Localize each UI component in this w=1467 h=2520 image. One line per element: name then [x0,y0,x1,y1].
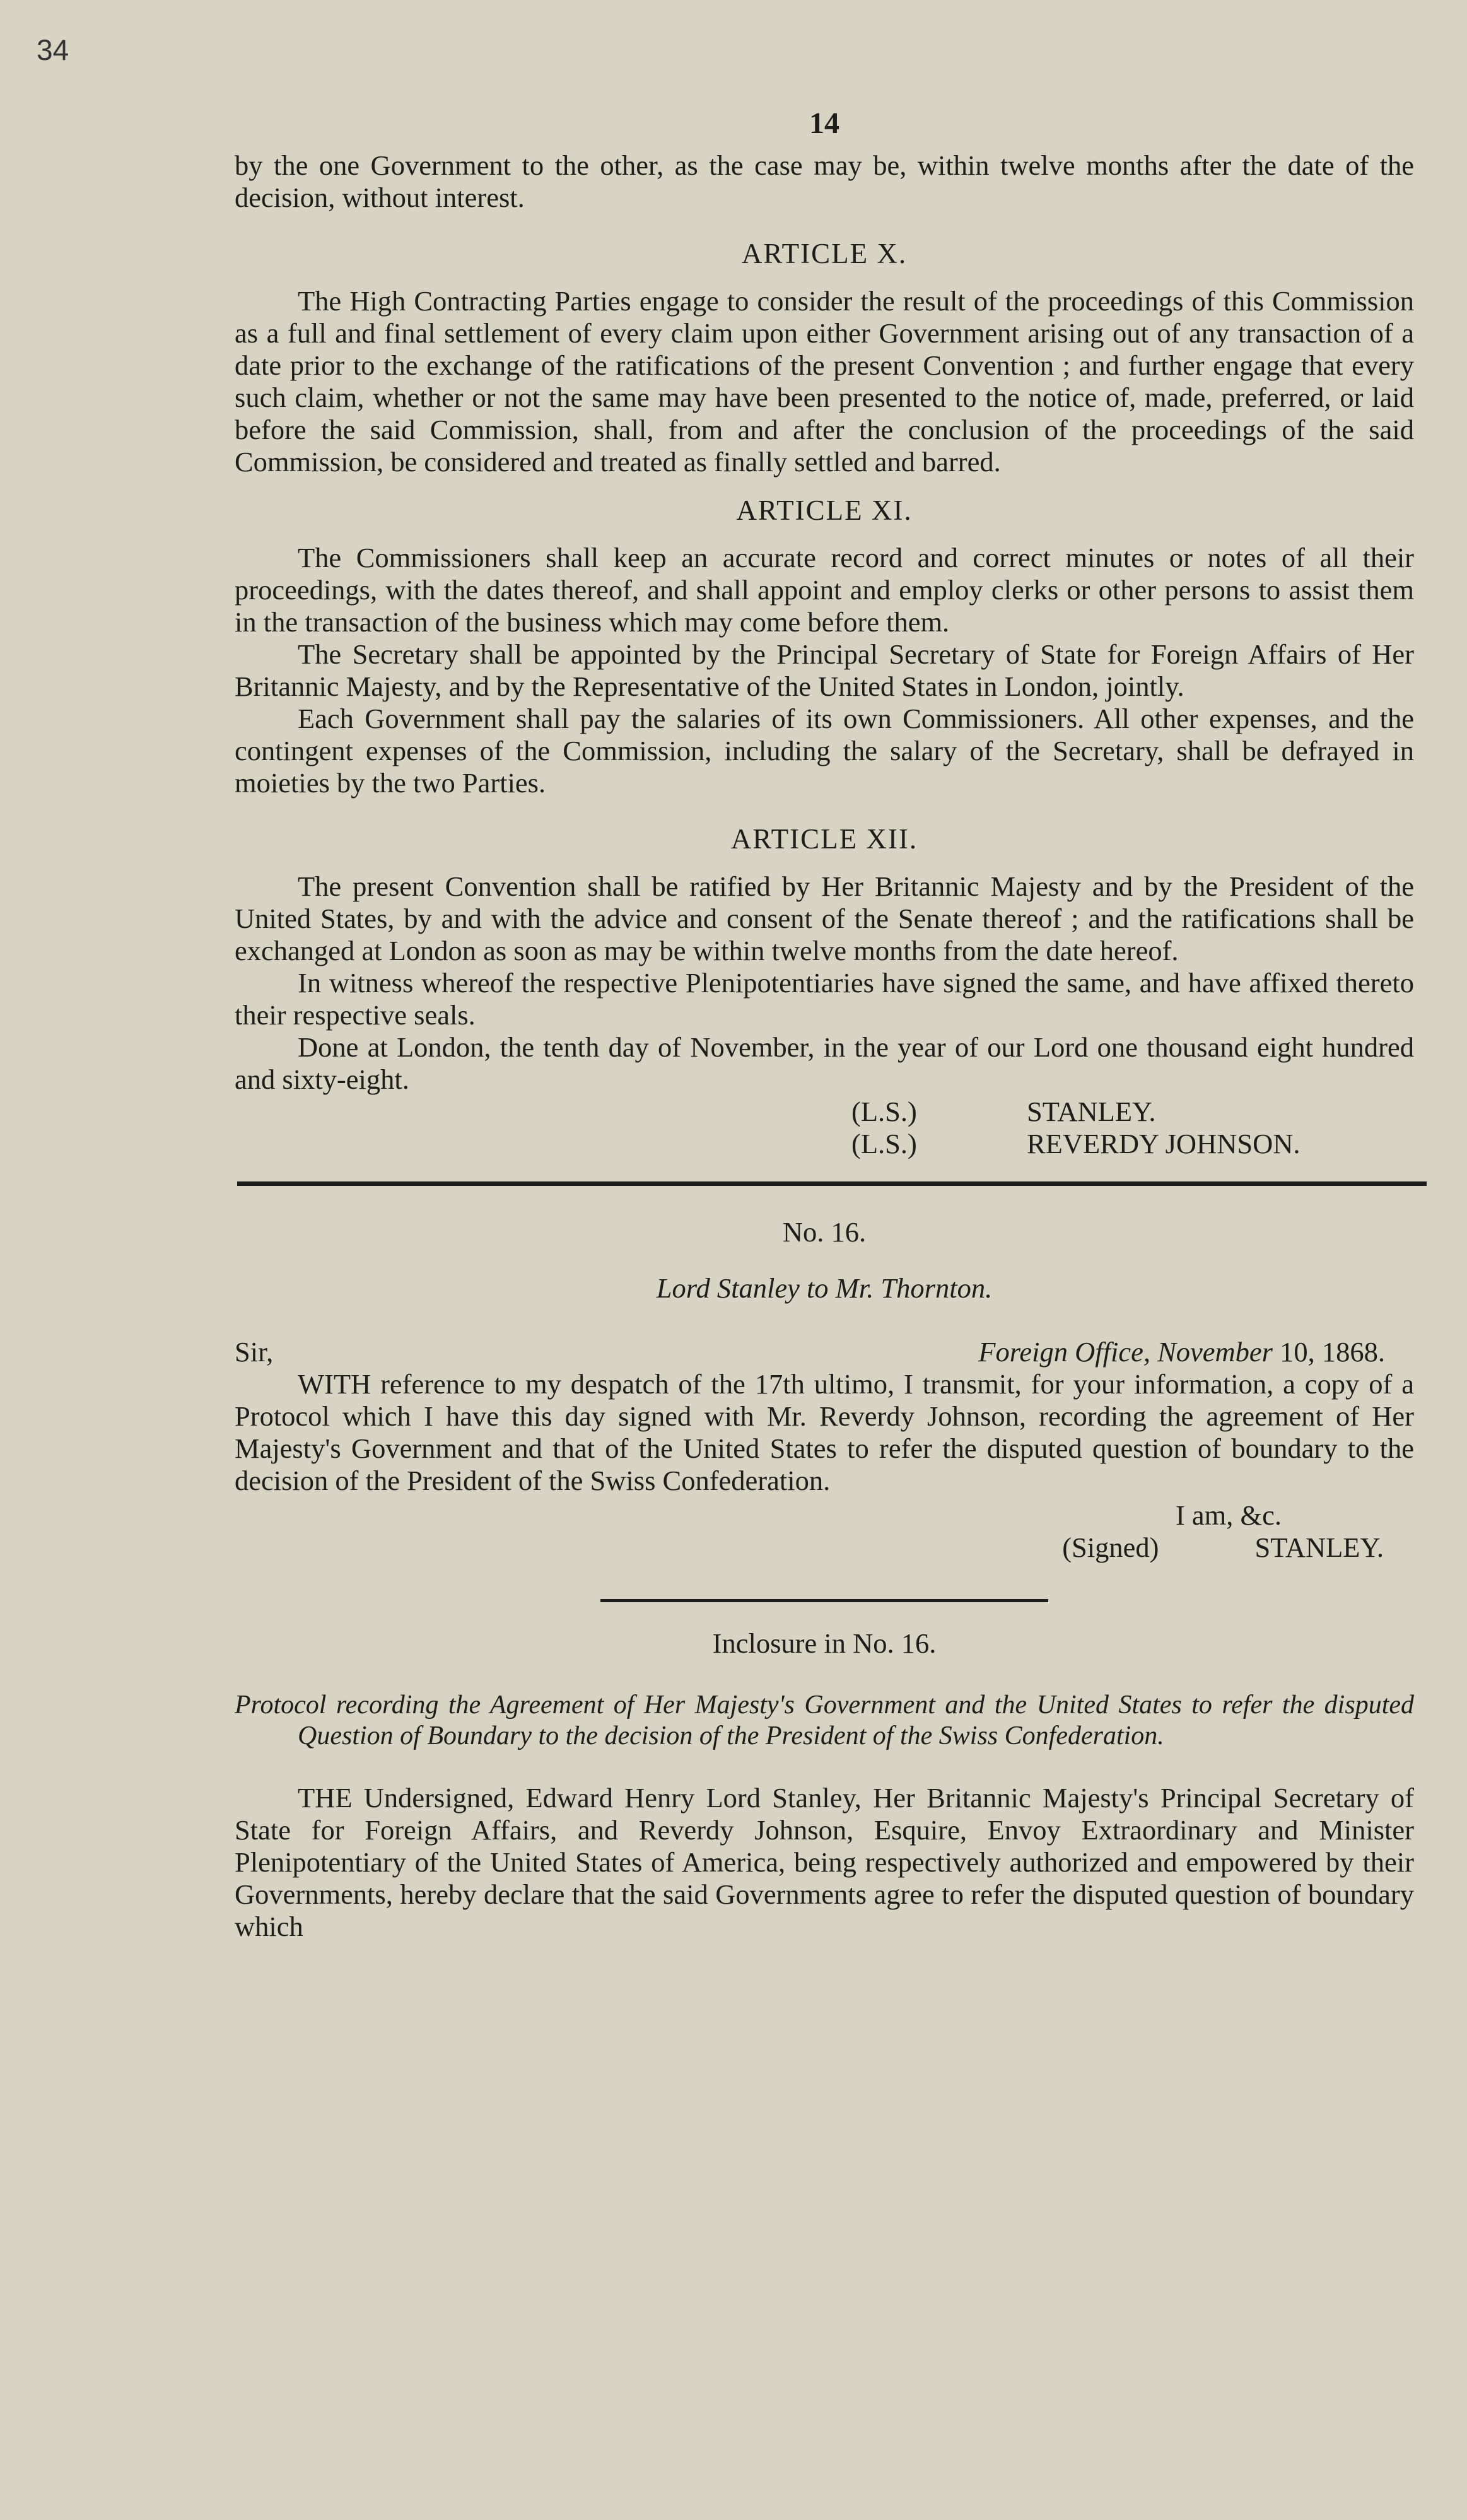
place-date [978,1336,1385,1368]
article-xii-paragraph: The present Convention shall be ratified by Her Britannic Majesty and by the President of the United States, by and with the advice and consent of the Senate thereof ; and the ratifications shall be exchanged at London as soon as may be within twelve months from the date hereof. [235,870,1414,966]
article-xii-title: ARTICLE XII. [730,823,918,855]
date-tail: 10, 1868. [1280,1336,1385,1368]
article-xii-paragraph: In witness whereof the respective Plenipotentiaries have signed the same, and have affixed thereto their respective seals. [235,967,1414,1031]
section-divider [237,1181,1427,1186]
letter-closing: I am, &c. [1175,1499,1282,1531]
article-xi-paragraph: Each Government shall pay the salaries of its own Commissioners. All other expenses, and the contingent expenses of the Commission, including the salary of the Secretary, shall be defrayed in moieties by the two Parties. [235,703,1414,799]
inclosure-heading: Inclosure in No. 16. [712,1627,937,1659]
document-number-heading: No. 16. [782,1216,867,1248]
seal-mark: (L.S.) [851,1096,917,1127]
document-page [235,107,1414,1943]
salutation-date-line [235,1336,1414,1368]
protocol-title: Protocol recording the Agreement of Her Majesty's Government and the United States to refer the disputed Question of Boundary to the decision of the President of the Swiss Confederation. [235,1691,1414,1750]
signatory-name: REVERDY JOHNSON. [1027,1128,1300,1159]
article-xi-title: ARTICLE XI. [736,495,913,526]
article-xi-paragraph: The Secretary shall be appointed by the Principal Secretary of State for Foreign Affairs of Her Britannic Majesty, and by the Representative of the United States in London, jointly. [235,638,1414,702]
salutation: Sir, [235,1336,274,1368]
signed-name: STANLEY. [1254,1532,1384,1563]
signature-row [851,1096,1385,1128]
signature-block [851,1096,1385,1160]
letter-title: Lord Stanley to Mr. Thornton. [656,1272,993,1304]
signature-row [851,1128,1385,1160]
seal-mark: (L.S.) [851,1128,917,1159]
page-number: 14 [809,107,839,140]
protocol-body: THE Undersigned, Edward Henry Lord Stanley, Her Britannic Majesty's Principal Secretary of State for Foreign Affairs, and Reverdy Johnson, Esquire, Envoy Extraordinary and Minister Plenipotentiary of the United States of America, being respectively authorized and empowered by their Governments, hereby declare that the said Governments agree to refer the disputed question of boundary which [235,1782,1414,1942]
signatory-name: STANLEY. [1027,1096,1156,1127]
article-xi-paragraph: The Commissioners shall keep an accurate record and correct minutes or notes of all their proceedings, with the dates thereof, and shall appoint and employ clerks or other persons to assist them in the transaction of the business which may come before them. [235,542,1414,638]
place-date-italic: Foreign Office, November [978,1336,1273,1368]
short-divider [600,1599,1048,1602]
signed-label: (Signed) [1062,1532,1159,1563]
article-x-paragraph: The High Contracting Parties engage to consider the result of the proceedings of this Commission as a full and final settlement of every claim upon either Government arising out of any transaction of a date prior to the exchange of the ratifications of the present Convention ; and further engage that every such claim, whether or not the same may have been presented to the notice of, made, preferred, or laid before the said Commission, shall, from and after the conclusion of the proceedings of the said Commission, be considered and treated as finally settled and barred. [235,285,1414,478]
signed-line [235,1532,1384,1564]
article-x-title: ARTICLE X. [741,238,908,269]
intro-paragraph: by the one Government to the other, as the case may be, within twelve months after the date of the decision, without interest. [235,149,1414,213]
article-xii-paragraph: Done at London, the tenth day of November, in the year of our Lord one thousand eight hundred and sixty-eight. [235,1031,1414,1095]
scan-page-number: 34 [37,33,69,66]
letter-body: WITH reference to my despatch of the 17th ultimo, I transmit, for your information, a copy of a Protocol which I have this day signed with Mr. Reverdy Johnson, recording the agreement of Her Majesty's Government and that of the United States to refer the disputed question of boundary to the decision of the President of the Swiss Confederation. [235,1368,1414,1496]
